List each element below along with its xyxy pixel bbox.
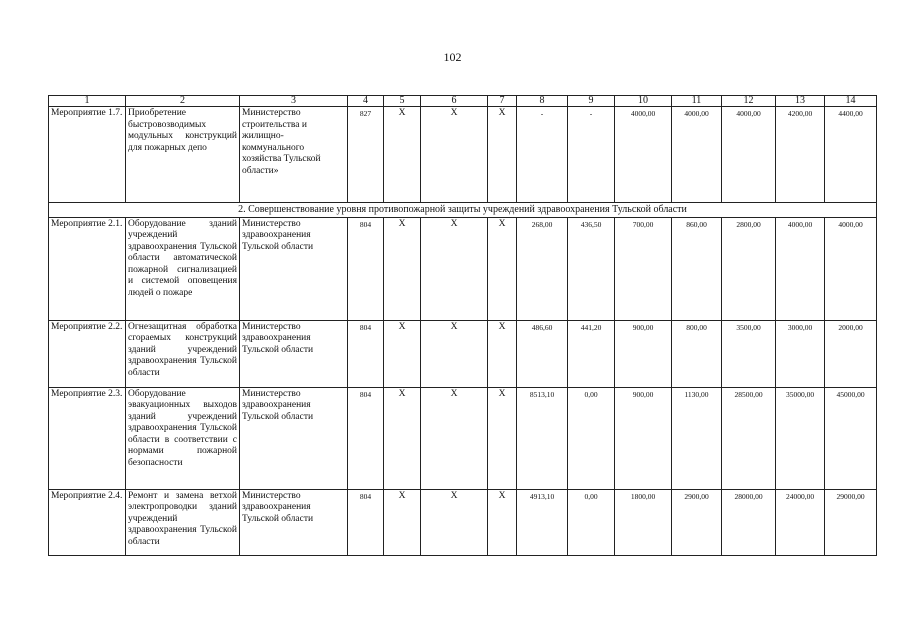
value-cell: 2800,00 — [722, 217, 776, 320]
value-cell: 24000,00 — [776, 489, 825, 555]
table-row — [49, 489, 877, 555]
value-cell: 8513,10 — [517, 387, 568, 489]
value-cell: 700,00 — [615, 217, 672, 320]
value-cell: 4400,00 — [825, 107, 877, 203]
cell-x: Х — [421, 107, 488, 203]
value-cell: 4000,00 — [672, 107, 722, 203]
value-cell: 4000,00 — [776, 217, 825, 320]
cell-x: Х — [488, 217, 517, 320]
value-cell: 486,60 — [517, 320, 568, 387]
value-cell: 4200,00 — [776, 107, 825, 203]
value-cell: 28500,00 — [722, 387, 776, 489]
activity-name: Приобретение быстровозводимых модульных конструкций для пожарных депо — [126, 107, 240, 203]
cell-x: Х — [488, 320, 517, 387]
activity-label: Мероприятие 2.2. — [49, 320, 126, 387]
activity-name: Оборудование эвакуационных выходов зданий учреждений здравоохранения Тульской области в соответствии с нормами пожарной безопасности — [126, 387, 240, 489]
cell-x: Х — [384, 320, 421, 387]
column-header: 1 — [49, 96, 126, 107]
cell-x: Х — [488, 107, 517, 203]
value-cell: 4000,00 — [615, 107, 672, 203]
cell-x: Х — [384, 387, 421, 489]
budget-code: 804 — [348, 489, 384, 555]
cell-x: Х — [421, 489, 488, 555]
value-cell: 28000,00 — [722, 489, 776, 555]
budget-table — [48, 95, 877, 556]
value-cell: 860,00 — [672, 217, 722, 320]
column-number-row — [49, 96, 877, 107]
column-header: 6 — [421, 96, 488, 107]
table-row — [49, 320, 877, 387]
value-cell: 1800,00 — [615, 489, 672, 555]
column-header: 9 — [568, 96, 615, 107]
cell-x: Х — [384, 107, 421, 203]
table-row — [49, 217, 877, 320]
activity-label: Мероприятие 2.4. — [49, 489, 126, 555]
value-cell: - — [568, 107, 615, 203]
column-header: 3 — [240, 96, 348, 107]
value-cell: 29000,00 — [825, 489, 877, 555]
cell-x: Х — [488, 489, 517, 555]
activity-executor: Министерство здравоохранения Тульской области — [240, 217, 348, 320]
cell-x: Х — [421, 217, 488, 320]
value-cell: 1130,00 — [672, 387, 722, 489]
value-cell: 0,00 — [568, 489, 615, 555]
value-cell: 45000,00 — [825, 387, 877, 489]
cell-x: Х — [488, 387, 517, 489]
column-header: 8 — [517, 96, 568, 107]
column-header: 7 — [488, 96, 517, 107]
activity-label: Мероприятие 1.7. — [49, 107, 126, 203]
value-cell: 4000,00 — [825, 217, 877, 320]
cell-x: Х — [421, 387, 488, 489]
cell-x: Х — [384, 217, 421, 320]
value-cell: 441,20 — [568, 320, 615, 387]
cell-x: Х — [384, 489, 421, 555]
activity-executor: Министерство строительства и жилищно-коммунального хозяйства Тульской области» — [240, 107, 348, 203]
column-header: 4 — [348, 96, 384, 107]
column-header: 11 — [672, 96, 722, 107]
column-header: 5 — [384, 96, 421, 107]
section-row — [49, 203, 877, 218]
value-cell: 900,00 — [615, 387, 672, 489]
value-cell: 35000,00 — [776, 387, 825, 489]
column-header: 2 — [126, 96, 240, 107]
value-cell: 268,00 — [517, 217, 568, 320]
budget-code: 804 — [348, 387, 384, 489]
column-header: 12 — [722, 96, 776, 107]
value-cell: - — [517, 107, 568, 203]
value-cell: 436,50 — [568, 217, 615, 320]
column-header: 13 — [776, 96, 825, 107]
value-cell: 2900,00 — [672, 489, 722, 555]
activity-name: Оборудование зданий учреждений здравоохранения Тульской области автоматической пожарной сигнализацией и системой оповещения людей о пожаре — [126, 217, 240, 320]
table-row — [49, 107, 877, 203]
cell-x: Х — [421, 320, 488, 387]
activity-label: Мероприятие 2.3. — [49, 387, 126, 489]
activity-label: Мероприятие 2.1. — [49, 217, 126, 320]
table-row — [49, 387, 877, 489]
section-title: 2. Совершенствование уровня противопожарной защиты учреждений здравоохранения Тульской области — [49, 203, 877, 218]
value-cell: 800,00 — [672, 320, 722, 387]
budget-code: 804 — [348, 217, 384, 320]
value-cell: 2000,00 — [825, 320, 877, 387]
activity-executor: Министерство здравоохранения Тульской области — [240, 320, 348, 387]
value-cell: 900,00 — [615, 320, 672, 387]
value-cell: 4000,00 — [722, 107, 776, 203]
activity-name: Огнезащитная обработка сгораемых конструкций зданий учреждений здравоохранения Тульской области — [126, 320, 240, 387]
activity-name: Ремонт и замена ветхой электропроводки зданий учреждений здравоохранения Тульской области — [126, 489, 240, 555]
activity-executor: Министерство здравоохранения Тульской области — [240, 387, 348, 489]
value-cell: 3000,00 — [776, 320, 825, 387]
activity-executor: Министерство здравоохранения Тульской области — [240, 489, 348, 555]
column-header: 10 — [615, 96, 672, 107]
value-cell: 4913,10 — [517, 489, 568, 555]
column-header: 14 — [825, 96, 877, 107]
budget-code: 804 — [348, 320, 384, 387]
page-number: 102 — [443, 50, 462, 64]
budget-code: 827 — [348, 107, 384, 203]
value-cell: 0,00 — [568, 387, 615, 489]
value-cell: 3500,00 — [722, 320, 776, 387]
